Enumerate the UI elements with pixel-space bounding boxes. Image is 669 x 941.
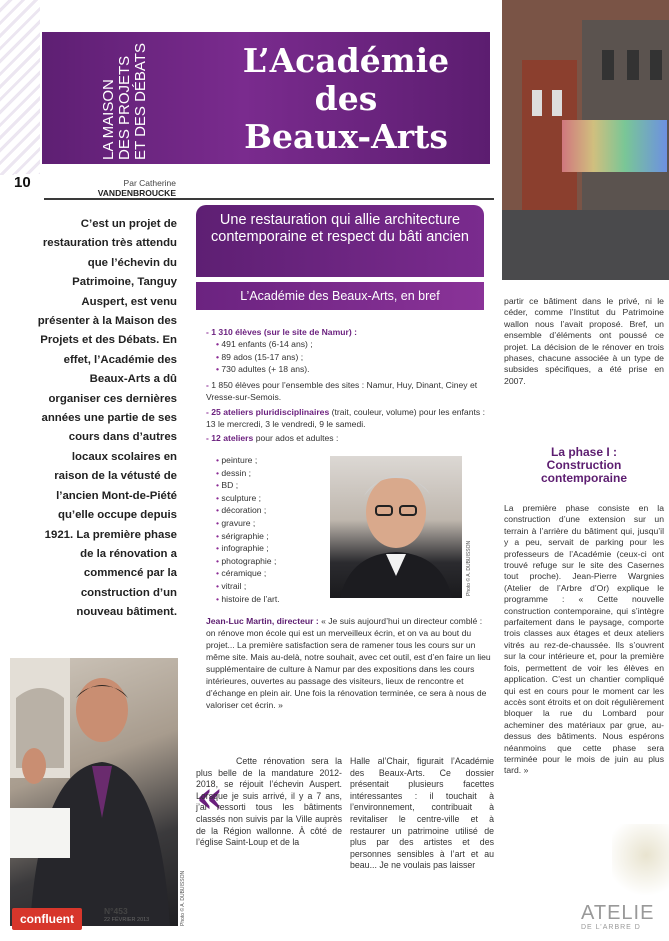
photo-credit-portrait: Photo © A. DUBUISSON bbox=[466, 540, 472, 596]
section-label bbox=[102, 44, 180, 160]
list-item: • vitrail ; bbox=[216, 580, 247, 591]
workshop-item: décoration ; bbox=[221, 505, 267, 516]
workshop-item: gravure ; bbox=[221, 517, 256, 528]
multi-workshops-text: (trait, couleur, volume) pour les enfants : 13 le mercredi, 3 le vendredi, 9 le samedi. bbox=[206, 406, 485, 430]
list-item: • photographie ; bbox=[216, 555, 277, 566]
list-item: • 730 adultes (+ 18 ans). bbox=[216, 363, 310, 374]
students-head: 1 310 élèves (sur le site de Namur) : bbox=[211, 327, 357, 337]
issue-number: N°453 bbox=[104, 906, 128, 916]
workshops-text: pour ados et adultes : bbox=[255, 433, 339, 444]
title-line-2: des bbox=[314, 79, 378, 118]
workshops-head: 12 ateliers bbox=[211, 433, 254, 444]
section-label-line-2: DES PROJETS bbox=[116, 55, 133, 160]
author-prefix: Par Catherine bbox=[123, 178, 176, 188]
workshop-item: sérigraphie ; bbox=[221, 530, 269, 541]
workshop-item: dessin ; bbox=[221, 467, 252, 478]
speaker-photo bbox=[10, 658, 178, 926]
page-number: 10 bbox=[14, 174, 40, 194]
building-illustration bbox=[502, 0, 669, 280]
list-item: • sculpture ; bbox=[216, 492, 262, 503]
title-line-1: L’Académie bbox=[242, 41, 450, 80]
quote-mark-icon: « bbox=[196, 772, 224, 823]
atelier-watermark bbox=[581, 903, 669, 932]
list-item: • décoration ; bbox=[216, 505, 267, 516]
workshop-item: sculpture ; bbox=[221, 492, 262, 503]
workshop-item: peinture ; bbox=[221, 455, 258, 465]
list-item: - 12 ateliers pour ados et adultes : bbox=[206, 433, 339, 444]
workshop-item: infographie ; bbox=[221, 543, 269, 554]
workshop-item: vitrail ; bbox=[221, 580, 247, 591]
students-children: 491 enfants (6-14 ans) ; bbox=[221, 339, 313, 350]
issue-info bbox=[104, 907, 149, 925]
brief-list bbox=[206, 326, 496, 445]
workshop-item: BD ; bbox=[221, 480, 239, 491]
author-name: VANDENBROUCKE bbox=[97, 188, 176, 198]
body-column-b: Halle al’Chair, figurait l’Académie des Beaux-Arts. Ce dossier présentait plusieurs facettes intéressantes : il touchait à l’environnement, contribuait à revitaliser le centre-ville et à restaurer un patrimoine utilisé de plus par des artistes et des personnes sensibles à l’art et au beau... Je ne voulais pas laisser bbox=[350, 756, 494, 871]
list-item: • histoire de l’art. bbox=[216, 593, 280, 604]
section-label-line-3: ET DES DÉBATS bbox=[132, 43, 149, 160]
list-item: • 491 enfants (6-14 ans) ; bbox=[216, 339, 313, 350]
list-item: • 89 ados (15-17 ans) ; bbox=[216, 351, 304, 362]
director-quote bbox=[206, 615, 494, 711]
body-column-a bbox=[196, 756, 342, 849]
author-byline bbox=[40, 178, 176, 198]
list-item: • peinture ; bbox=[216, 455, 258, 465]
phase-title-line-3: contemporaine bbox=[540, 471, 627, 485]
list-item: - 1 310 élèves (sur le site de Namur) : bbox=[206, 327, 357, 337]
speaker-illustration bbox=[10, 658, 178, 926]
all-sites-text: 1 850 élèves pour l’ensemble des sites : Namur, Huy, Dinant, Ciney et Vresse-sur-Semois. bbox=[206, 380, 478, 403]
section-label-line-1: LA MAISON bbox=[100, 79, 117, 160]
subtitle: Une restauration qui allie architecture contemporaine et respect du bâti ancien bbox=[211, 212, 469, 245]
right-column-text: partir ce bâtiment dans le privé, ni le céder, comme l’Institut du Patrimoine wallon nous l’avait proposé. Bref, un ensemble d’éléments ont poussé ce projet. La décision de le rénover en trois phases, chacune associée à un type de subsides spécifiques, a été prise en 2007. bbox=[504, 296, 664, 386]
quote-body: « Je suis aujourd’hui un directeur comblé : on rénove mon école qui est un merveilleux écrin, et on va au bout du projet... La première satisfaction sera de ramener tous les cours sur un même site. Mais au-delà, notre souhait, avec cet outil, est d’en faire un lieu supplémentaire de culture à Namur par des expositions dans les cours intérieures, ouvertes au passage des visiteurs, lieux de rencontre et d’échange en plein air. Une fois la rénovation terminée, ce sera à nous de valoriser cet écrin. » bbox=[206, 616, 491, 710]
list-item: - 1 850 élèves pour l’ensemble des sites : Namur, Huy, Dinant, Ciney et Vresse-sur-Semois. bbox=[206, 380, 478, 403]
quote-author: Jean-Luc Martin, directeur : bbox=[206, 616, 319, 626]
decorative-stripes bbox=[0, 0, 40, 175]
phase-title-line-1: La phase I : bbox=[550, 445, 618, 459]
director-portrait bbox=[330, 456, 462, 598]
phase-title bbox=[504, 446, 664, 485]
phase-title-line-2: Construction bbox=[546, 458, 622, 472]
watermark-big: ATELIE bbox=[581, 902, 655, 924]
list-item: • BD ; bbox=[216, 480, 239, 491]
workshop-list bbox=[216, 454, 326, 605]
title-line-3: Beaux-Arts bbox=[244, 117, 448, 156]
list-item: • céramique ; bbox=[216, 568, 267, 579]
workshop-item: céramique ; bbox=[221, 568, 267, 579]
list-item: • dessin ; bbox=[216, 467, 252, 478]
magazine-logo: confluent bbox=[12, 908, 82, 930]
issue-date: 22 FÉVRIER 2013 bbox=[104, 917, 150, 923]
multi-workshops-head: 25 ateliers pluridisciplinaires bbox=[211, 406, 330, 417]
list-item: • infographie ; bbox=[216, 543, 269, 554]
portrait-illustration bbox=[330, 456, 462, 598]
lead-paragraph: C’est un projet de restauration très attendu que l’échevin du Patrimoine, Tanguy Auspert, est venu présenter à la Maison des Projets et des Débats. En effet, l’Académie des Beaux-Arts a dû organiser ces dernières années une partie de ses cours dans d’autres locaux scolaires en raison de la vétusté de l’ancien Mont-de-Piété qu’elle occupe depuis 1921. La première phase de la rénovation a commencé par la construction d’un nouveau bâtiment. bbox=[37, 218, 177, 619]
page-title bbox=[210, 42, 482, 156]
photo-credit-speaker: Photo © A. DUBUISSON bbox=[180, 870, 186, 926]
list-item: • gravure ; bbox=[216, 517, 256, 528]
workshop-item: photographie ; bbox=[221, 555, 277, 566]
phase-one-text: La première phase consiste en la construction d’une extension sur un terrain à l’arrière du bâtiment qui, jusqu’il y a peu, servait de parking pour les professeurs de l’Académie (ceux-ci ont trouvé refuge sur le site des Casernes tout proche). Jean-Pierre Wargnies (Atelier de l’Arbre d’Or) explique le programme : « Cette nouvelle construction contemporaine, qui s’intègre parfaitement dans le paysage, comporte trois classes aux étages et deux ateliers vitrés au rez-de-chaussée. Ils s’ouvrent sur la cour intérieure et, pour la première fois, permettent de voir les élèves en application. C’est un chantier compliqué qui est en cours pour le moment car les accès sont étroits et on doit régulièrement bloquer la rue du Lombard pour acheminer des matériaux par grue, au-dessus des bâtiments. Nous espérons néanmoins que cette phase sera terminée pour le mois de juin au plus tard. » bbox=[504, 503, 664, 776]
body-column-a-text: Cette rénovation sera la plus belle de la mandature 2012-2018, se réjouit l’échevin Auspert. Lorsque je suis arrivé, il y a 7 ans, j’ai ressorti tous les bâtiments classés non suivis par la Ville auprès de la Région wallonne. À côté de l’église Saint-Loup et de la bbox=[196, 756, 342, 848]
students-teens: 89 ados (15-17 ans) ; bbox=[221, 351, 304, 362]
tree-watermark-icon bbox=[612, 824, 669, 902]
building-photo bbox=[502, 0, 669, 280]
students-adults: 730 adultes (+ 18 ans). bbox=[221, 363, 310, 374]
list-item: - 25 ateliers pluridisciplinaires (trait, couleur, volume) pour les enfants : 13 le mercredi, 3 le vendredi, 9 le samedi. bbox=[206, 406, 485, 430]
list-item: • sérigraphie ; bbox=[216, 530, 269, 541]
brief-title: L’Académie des Beaux-Arts, en bref bbox=[240, 289, 440, 303]
divider bbox=[44, 198, 494, 200]
workshop-item: histoire de l’art. bbox=[221, 593, 280, 604]
watermark-small: DE L’ARBRE D bbox=[581, 924, 641, 931]
